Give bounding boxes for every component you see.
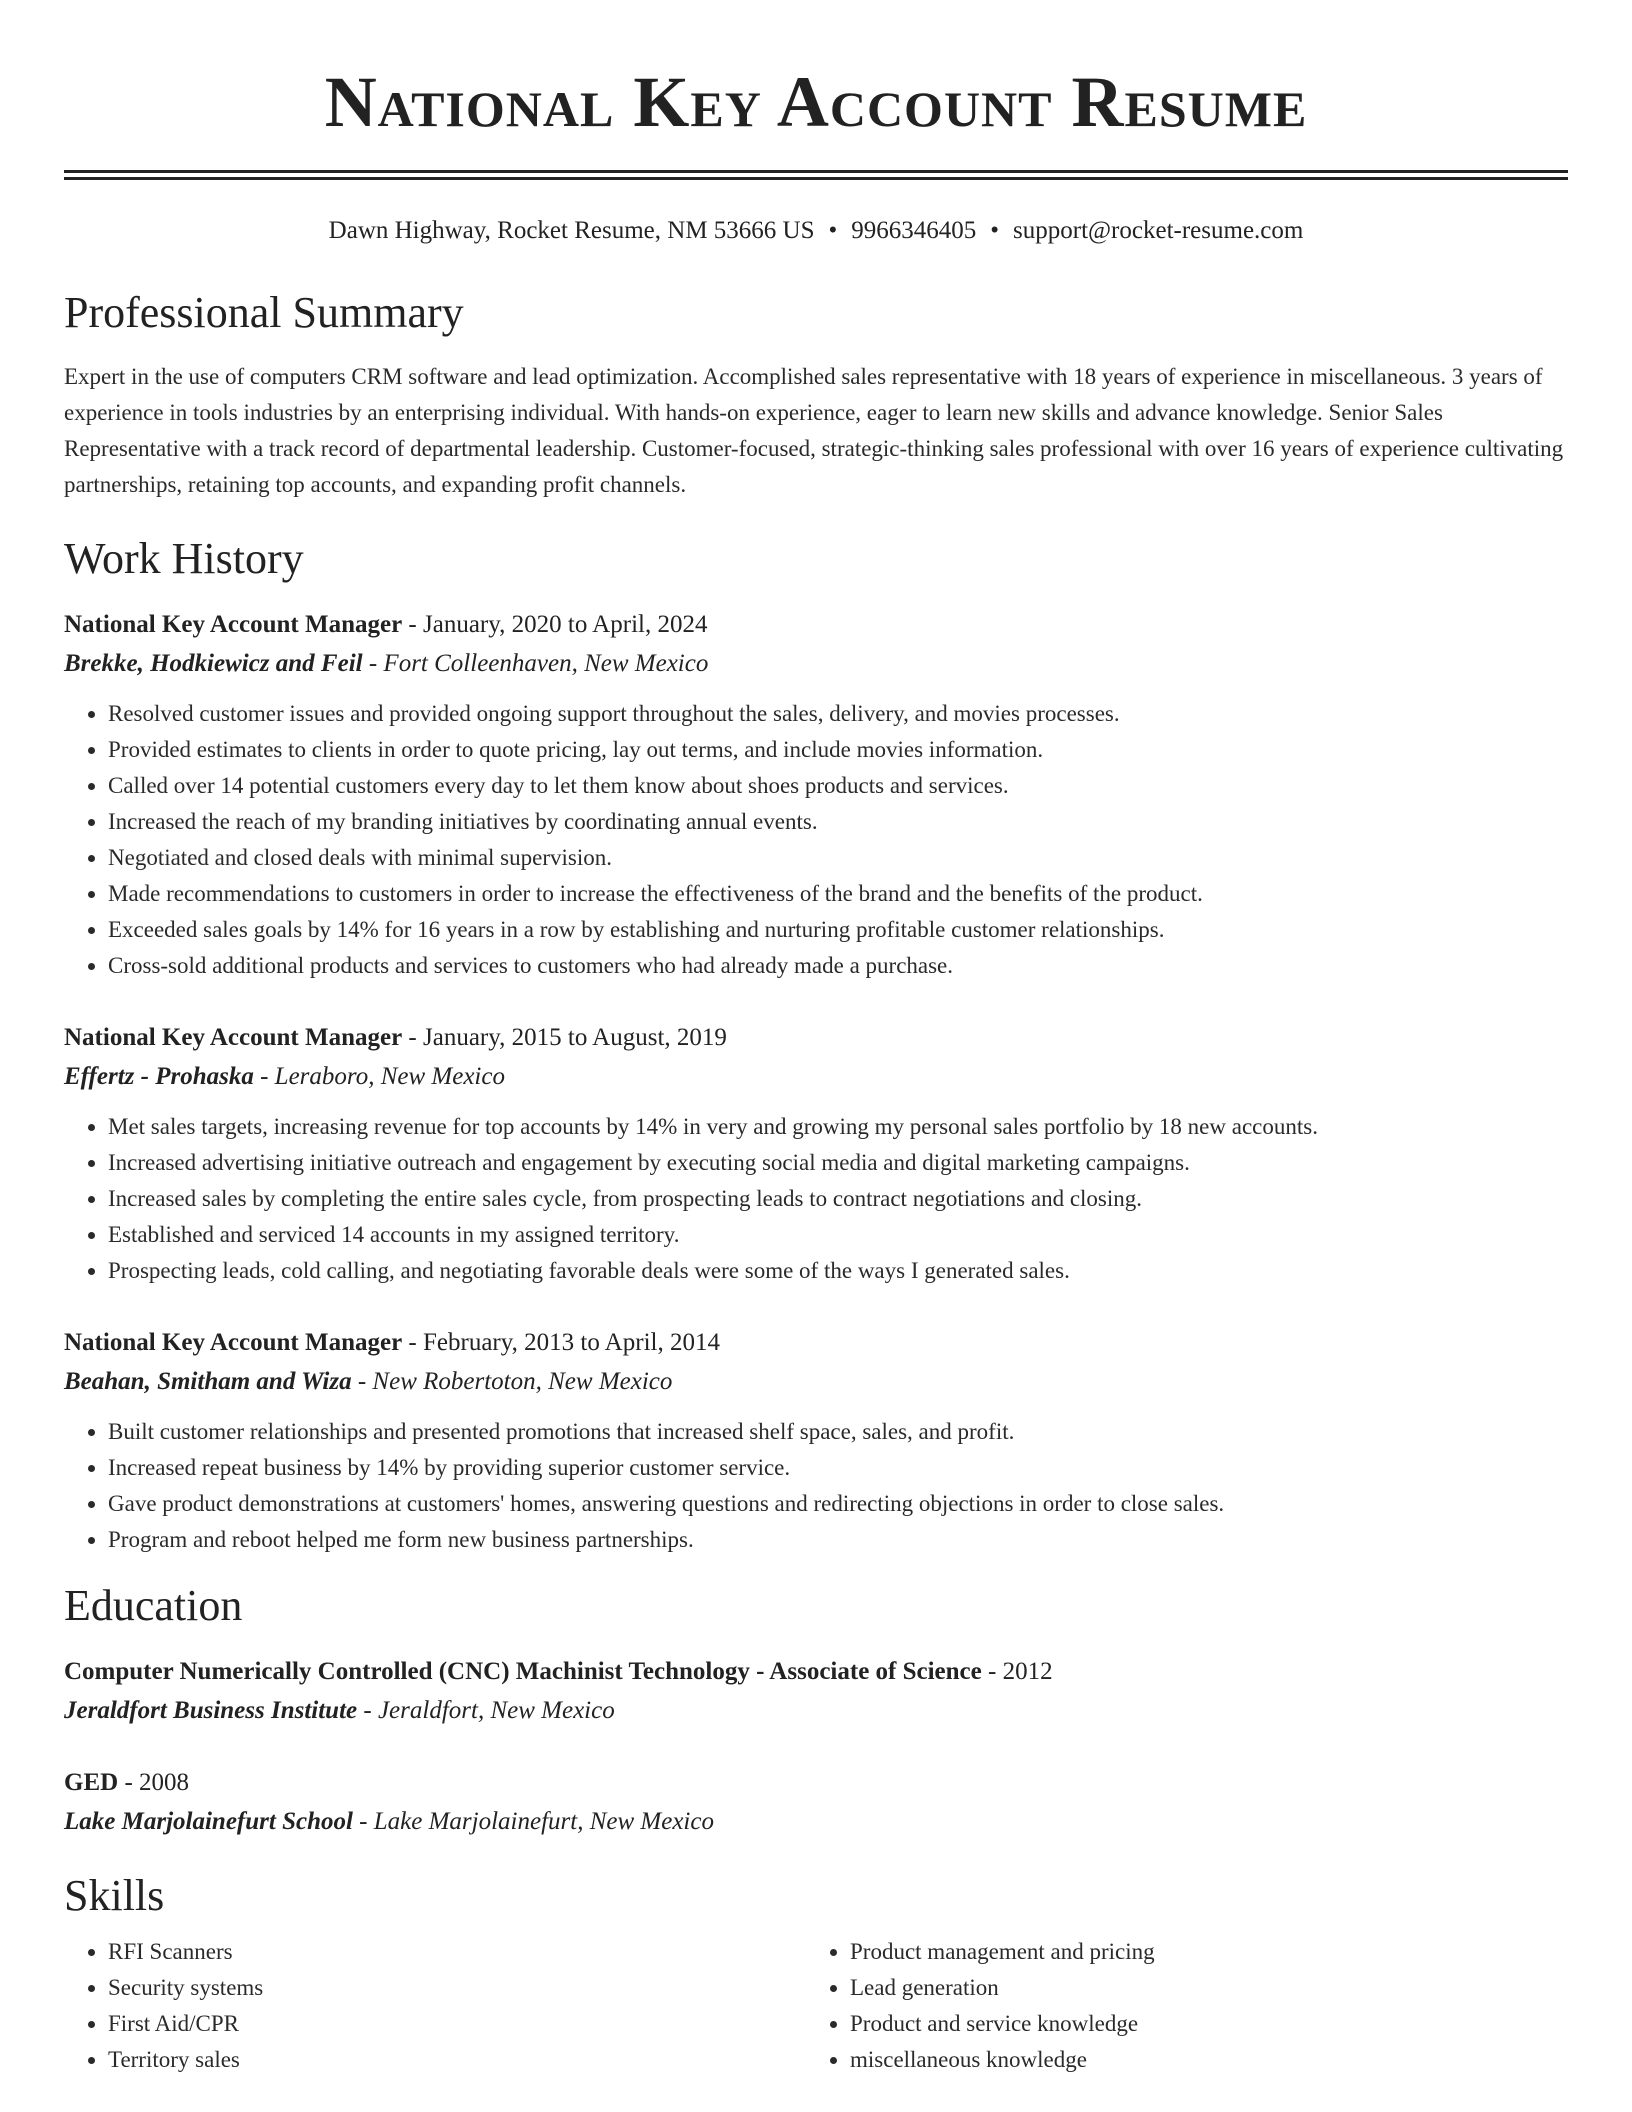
job-entry: [64, 607, 1568, 984]
contact-separator: •: [990, 217, 1000, 244]
education-school-line: [64, 1693, 1568, 1729]
job-company: Brekke, Hodkiewicz and Feil: [64, 650, 363, 677]
list-item: • Resolved customer issues and provided ongoing support throughout the sales, delivery, and movies processes.: [108, 696, 1568, 732]
skill-item: • Territory sales: [108, 2042, 806, 2078]
skill-item: • First Aid/CPR: [108, 2006, 806, 2042]
job-title-line: [64, 1325, 1568, 1361]
list-item: • Increased sales by completing the entire sales cycle, from prospecting leads to contract negotiations and closing.: [108, 1181, 1568, 1217]
list-item: • Negotiated and closed deals with minimal supervision.: [108, 840, 1568, 876]
education-entry: [64, 1765, 1568, 1840]
education-location: - Jeraldfort, New Mexico: [357, 1697, 615, 1724]
list-item: • Increased repeat business by 14% by providing superior customer service.: [108, 1450, 1568, 1486]
list-item: • Established and serviced 14 accounts in my assigned territory.: [108, 1217, 1568, 1253]
skills-list: [64, 1934, 806, 2078]
education-location: - Lake Marjolainefurt, New Mexico: [352, 1808, 714, 1835]
job-title: National Key Account Manager: [64, 1329, 403, 1356]
job-entry: [64, 1020, 1568, 1289]
job-title: National Key Account Manager: [64, 611, 403, 638]
section-heading-education: Education: [64, 1581, 243, 1630]
education-entry: [64, 1654, 1568, 1729]
skill-item: • Product management and pricing: [850, 1934, 1548, 1970]
job-company-line: [64, 1364, 1568, 1400]
list-item: • Cross-sold additional products and services to customers who had already made a purchase.: [108, 948, 1568, 984]
education-school: Jeraldfort Business Institute: [64, 1697, 358, 1724]
job-entry: [64, 1325, 1568, 1558]
education-school: Lake Marjolainefurt School: [64, 1808, 353, 1835]
section-heading-summary: Professional Summary: [64, 288, 464, 337]
list-item: • Program and reboot helped me form new business partnerships.: [108, 1522, 1568, 1558]
list-item: • Met sales targets, increasing revenue for top accounts by 14% in very and growing my personal sales portfolio by 18 new accounts.: [108, 1109, 1568, 1145]
job-location: - New Robertoton, New Mexico: [351, 1368, 673, 1395]
skills-list: [806, 1934, 1548, 2078]
skill-item: • miscellaneous knowledge: [850, 2042, 1548, 2078]
job-company-line: [64, 646, 1568, 682]
education-degree-line: [64, 1654, 1568, 1690]
job-company: Beahan, Smitham and Wiza: [64, 1368, 352, 1395]
job-title-line: [64, 607, 1568, 643]
contact-phone: 9966346405: [851, 217, 977, 244]
contact-separator: •: [828, 217, 838, 244]
education-degree: Computer Numerically Controlled (CNC) Machinist Technology - Associate of Science: [64, 1658, 982, 1685]
section-heading-work-history: Work History: [64, 534, 304, 583]
list-item: • Built customer relationships and presented promotions that increased shelf space, sales, and profit.: [108, 1414, 1568, 1450]
job-bullets: [64, 1109, 1568, 1289]
resume-title: National Key Account Resume: [324, 62, 1308, 142]
skill-item: • Product and service knowledge: [850, 2006, 1548, 2042]
skill-item: • Lead generation: [850, 1970, 1548, 2006]
skills-column-right: [806, 1934, 1548, 2078]
contact-email: support@rocket-resume.com: [1013, 217, 1304, 244]
job-company-line: [64, 1059, 1568, 1095]
list-item: • Gave product demonstrations at customers' homes, answering questions and redirecting objections in order to close sales.: [108, 1486, 1568, 1522]
education-school-line: [64, 1804, 1568, 1840]
job-location: - Leraboro, New Mexico: [253, 1063, 505, 1090]
education-degree-line: [64, 1765, 1568, 1801]
skill-item: • Security systems: [108, 1970, 806, 2006]
list-item: • Increased advertising initiative outreach and engagement by executing social media and digital marketing campaigns.: [108, 1145, 1568, 1181]
job-bullets: [64, 1414, 1568, 1558]
job-dates: - January, 2020 to April, 2024: [402, 611, 708, 638]
list-item: • Made recommendations to customers in order to increase the effectiveness of the brand and the benefits of the product.: [108, 876, 1568, 912]
list-item: • Increased the reach of my branding initiatives by coordinating annual events.: [108, 804, 1568, 840]
contact-address: Dawn Highway, Rocket Resume, NM 53666 US: [328, 217, 815, 244]
list-item: • Prospecting leads, cold calling, and negotiating favorable deals were some of the ways I generated sales.: [108, 1253, 1568, 1289]
job-title-line: [64, 1020, 1568, 1056]
education-degree: GED: [64, 1769, 119, 1796]
job-location: - Fort Colleenhaven, New Mexico: [362, 650, 709, 677]
education-year: - 2008: [118, 1769, 190, 1796]
skills-column-left: [64, 1934, 806, 2078]
job-title: National Key Account Manager: [64, 1024, 403, 1051]
list-item: • Provided estimates to clients in order to quote pricing, lay out terms, and include movies information.: [108, 732, 1568, 768]
job-dates: - February, 2013 to April, 2014: [402, 1329, 720, 1356]
skill-item: • RFI Scanners: [108, 1934, 806, 1970]
list-item: • Called over 14 potential customers every day to let them know about shoes products and services.: [108, 768, 1568, 804]
summary-text: Expert in the use of computers CRM software and lead optimization. Accomplished sales representative with 18 years of experience in miscellaneous. 3 years of experience in tools industries by an enterprising individual. With hands-on experience, eager to learn new skills and advance knowledge. Senior Sales Representative with a track record of departmental leadership. Customer-focused, strategic-thinking sales professional with over 16 years of experience cultivating partnerships, retaining top accounts, and expanding profit channels.: [64, 364, 1564, 497]
skills-columns: [64, 1934, 1568, 2078]
job-company: Effertz - Prohaska: [64, 1063, 254, 1090]
education-year: - 2012: [981, 1658, 1053, 1685]
job-dates: - January, 2015 to August, 2019: [402, 1024, 727, 1051]
title-double-rule: [64, 170, 1568, 180]
job-bullets: [64, 696, 1568, 984]
list-item: • Exceeded sales goals by 14% for 16 years in a row by establishing and nurturing profitable customer relationships.: [108, 912, 1568, 948]
contact-line: [64, 215, 1568, 247]
section-heading-skills: Skills: [64, 1871, 165, 1920]
